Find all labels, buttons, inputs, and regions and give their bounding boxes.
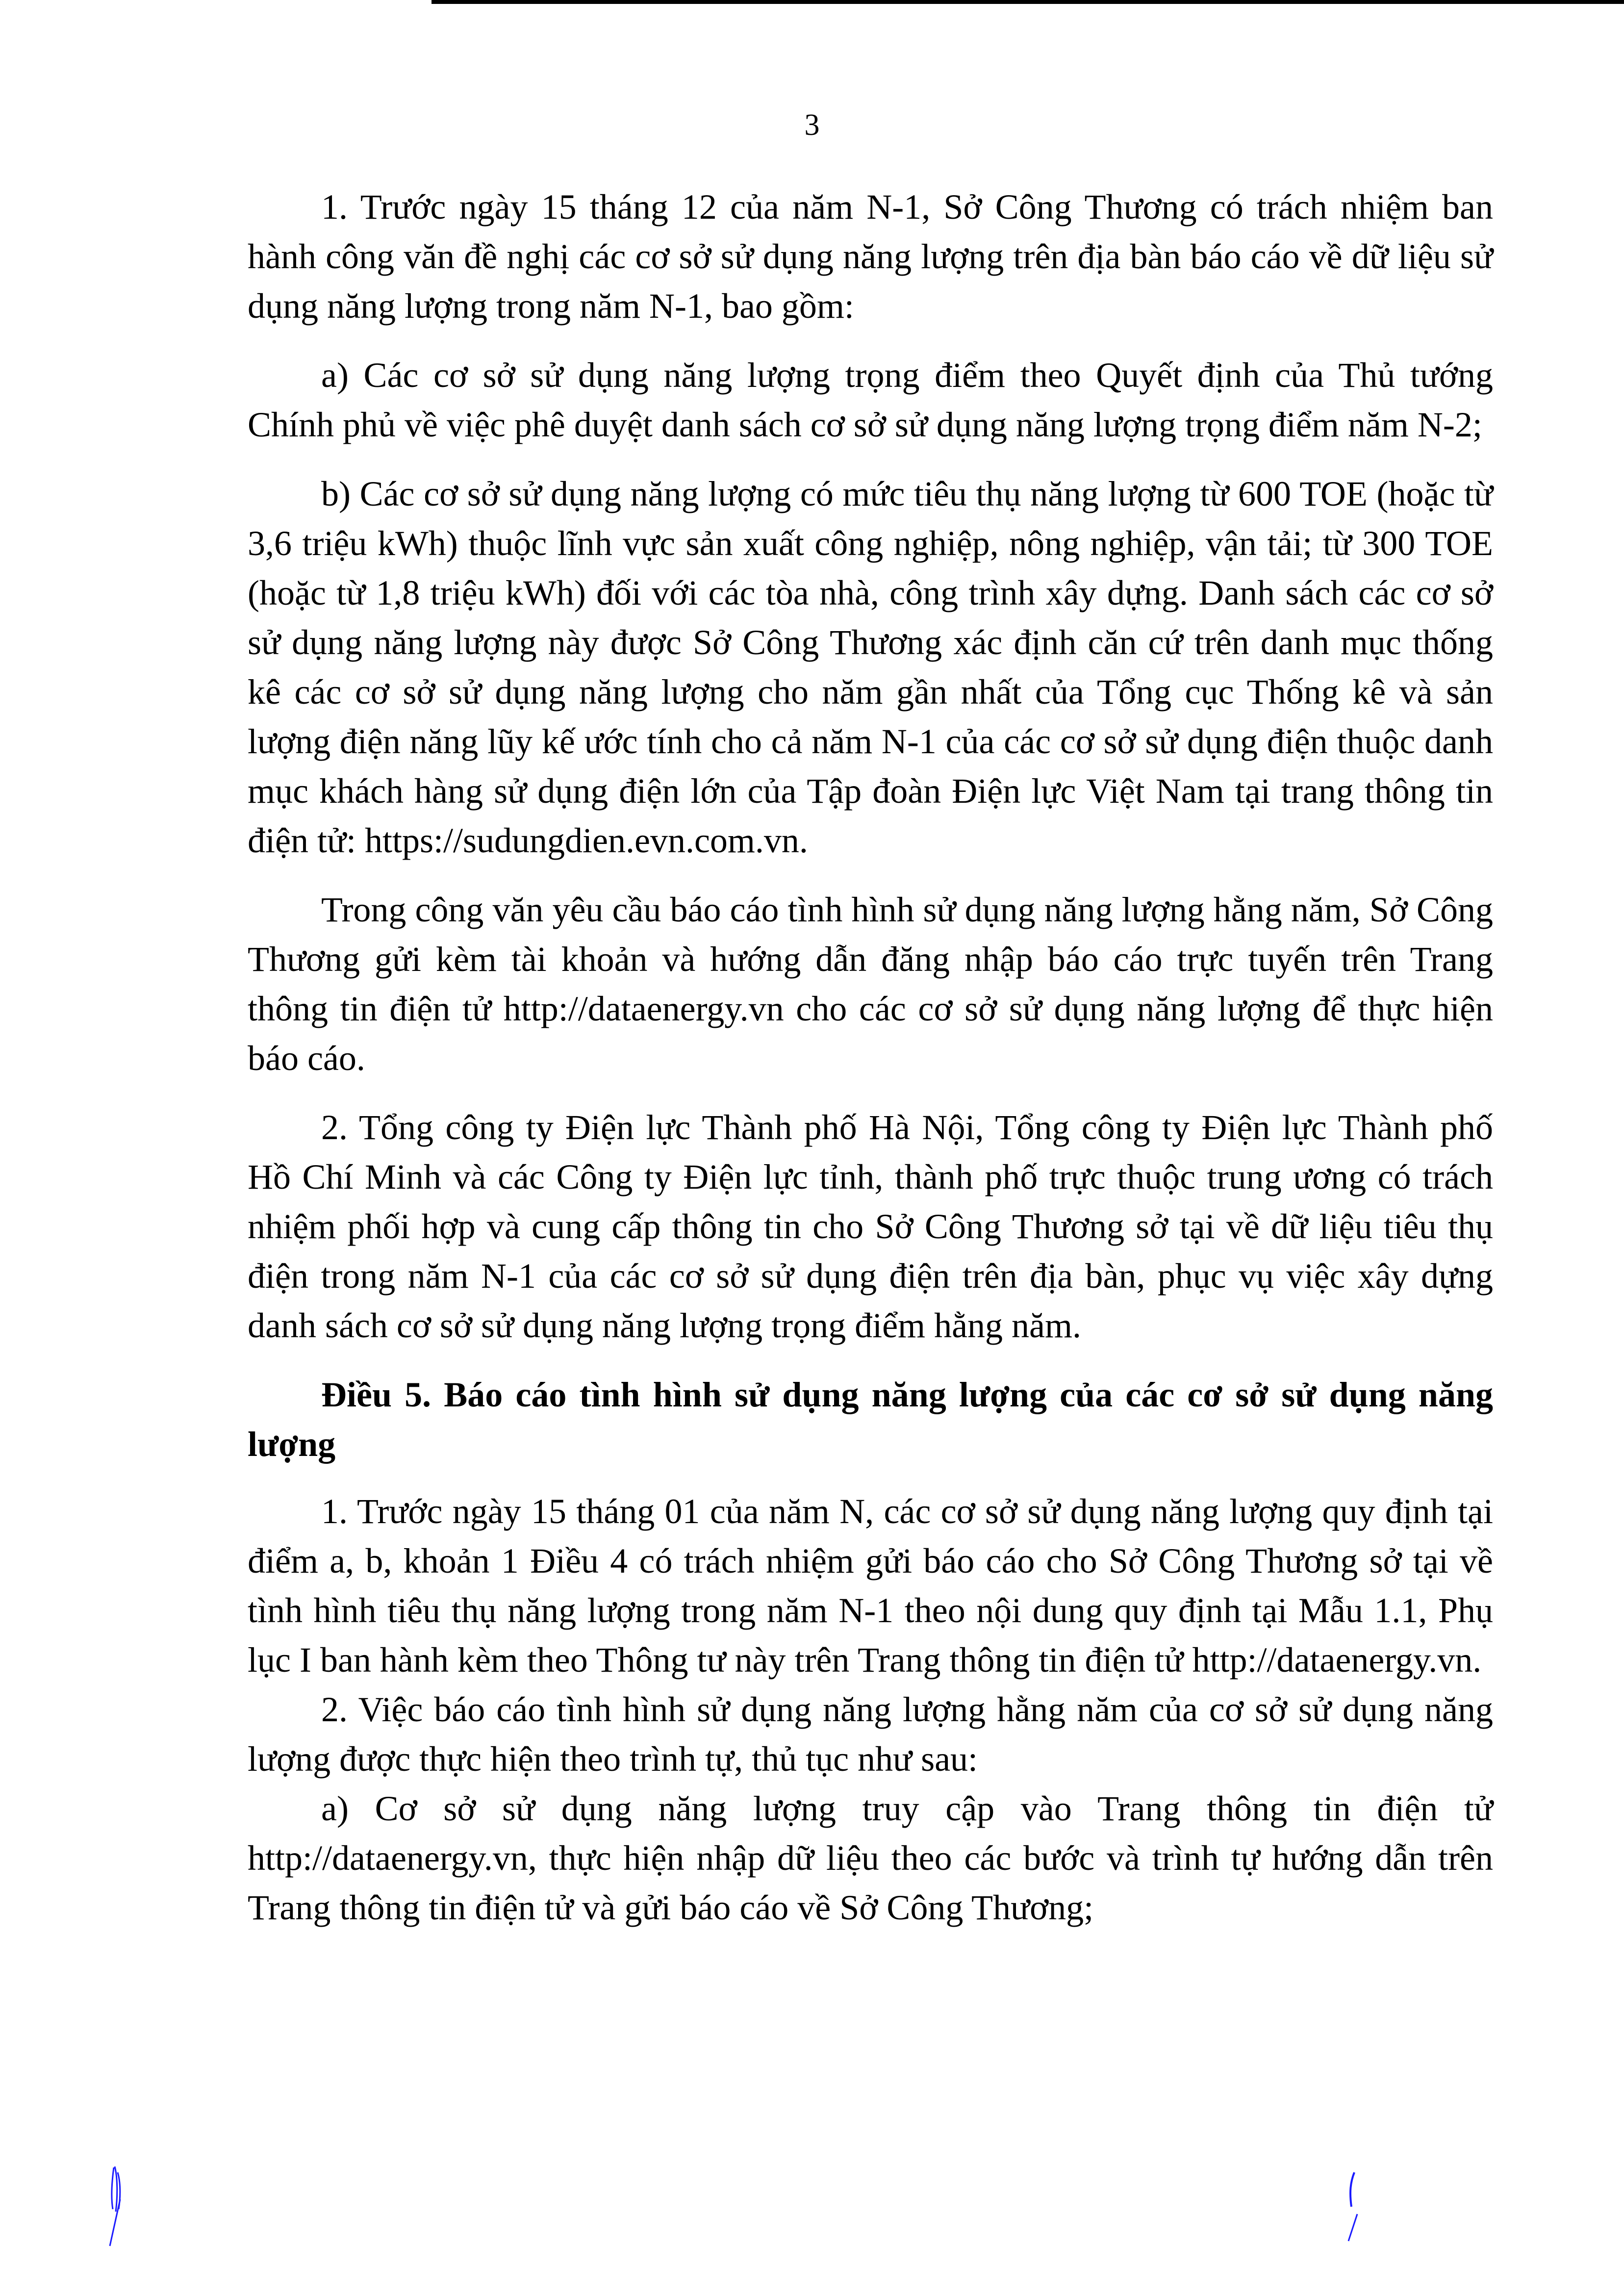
signature-stroke xyxy=(1350,2172,1354,2207)
paragraph-article5-point-a: a) Cơ sở sử dụng năng lượng truy cập vào Trang thông tin điện tử http://dataenergy.vn, thực hiện nhập dữ liệu theo các bước và trình tự hướng dẫn trên Trang thông tin điện tử và gửi báo cáo về Sở Công Thương; xyxy=(248,1789,1493,1927)
page-number: 3 xyxy=(804,108,820,142)
initials-signature-right xyxy=(1329,2167,1407,2256)
paragraph-online-report-account: Trong công văn yêu cầu báo cáo tình hình sử dụng năng lượng hằng năm, Sở Công Thương gửi kèm tài khoản và hướng dẫn đăng nhập báo cáo trực tuyến trên Trang thông tin điện tử http://dataenergy.vn cho các cơ sở sử dụng năng lượng để thực hiện báo cáo. xyxy=(248,890,1493,1078)
scan-edge-bar xyxy=(431,0,1624,4)
paragraph-article4-point-a: a) Các cơ sở sử dụng năng lượng trọng điểm theo Quyết định của Thủ tướng Chính phủ về việc phê duyệt danh sách cơ sở sử dụng năng lượng trọng điểm năm N-2; xyxy=(248,356,1493,444)
signature-underline xyxy=(110,2199,120,2246)
paragraph-article5-clause1: 1. Trước ngày 15 tháng 01 của năm N, các cơ sở sử dụng năng lượng quy định tại điểm a, b, khoản 1 Điều 4 có trách nhiệm gửi báo cáo cho Sở Công Thương sở tại về tình hình tiêu thụ năng lượng trong năm N-1 theo nội dung quy định tại Mẫu 1.1, Phụ lục I ban hành kèm theo Thông tư này trên Trang thông tin điện tử http://dataenergy.vn. xyxy=(248,1492,1493,1680)
paragraph-article4-clause2: 2. Tổng công ty Điện lực Thành phố Hà Nội, Tổng công ty Điện lực Thành phố Hồ Chí Minh và các Công ty Điện lực tỉnh, thành phố trực thuộc trung ương có trách nhiệm phối hợp và cung cấp thông tin cho Sở Công Thương sở tại về dữ liệu tiêu thụ điện trong năm N-1 của các cơ sở sử dụng điện trên địa bàn, phục vụ việc xây dựng danh sách cơ sở sử dụng năng lượng trọng điểm hằng năm. xyxy=(248,1108,1493,1345)
document-body xyxy=(248,182,1493,1933)
article5-heading: Điều 5. Báo cáo tình hình sử dụng năng lượng của các cơ sở sử dụng năng lượng xyxy=(248,1375,1493,1464)
initials-signature-left xyxy=(93,2163,211,2270)
paragraph-article4-clause1: 1. Trước ngày 15 tháng 12 của năm N-1, Sở Công Thương có trách nhiệm ban hành công văn đề nghị các cơ sở sử dụng năng lượng trên địa bàn báo cáo về dữ liệu sử dụng năng lượng trong năm N-1, bao gồm: xyxy=(248,187,1493,326)
signature-underline xyxy=(1348,2214,1357,2241)
paragraph-article4-point-b: b) Các cơ sở sử dụng năng lượng có mức tiêu thụ năng lượng từ 600 TOE (hoặc từ 3,6 triệu kWh) thuộc lĩnh vực sản xuất công nghiệp, nông nghiệp, vận tải; từ 300 TOE (hoặc từ 1,8 triệu kWh) đối với các tòa nhà, công trình xây dựng. Danh sách các cơ sở sử dụng năng lượng này được Sở Công Thương xác định căn cứ trên danh mục thống kê các cơ sở sử dụng năng lượng cho năm gần nhất của Tổng cục Thống kê và sản lượng điện năng lũy kế ước tính cho cả năm N-1 của các cơ sở sử dụng điện thuộc danh mục khách hàng sử dụng điện lớn của Tập đoàn Điện lực Việt Nam tại trang thông tin điện tử: https://sudungdien.evn.com.vn. xyxy=(248,474,1493,860)
paragraph-article5-clause2: 2. Việc báo cáo tình hình sử dụng năng lượng hằng năm của cơ sở sử dụng năng lượng được thực hiện theo trình tự, thủ tục như sau: xyxy=(248,1690,1493,1779)
